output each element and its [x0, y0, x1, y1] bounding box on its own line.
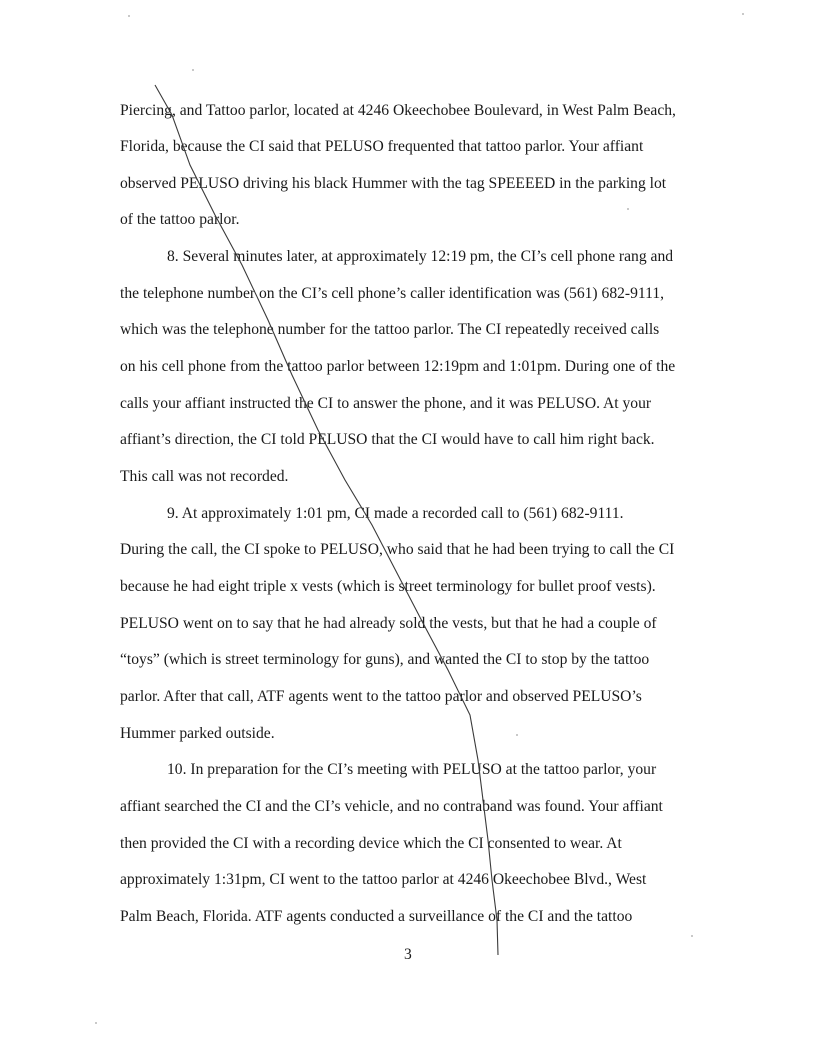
scan-speck — [192, 69, 194, 71]
body-line-16: “toys” (which is street terminology for guns), and wanted the CI to stop by the tattoo — [120, 651, 650, 668]
body-line-21: then provided the CI with a recording device which the CI consented to wear. At — [120, 835, 622, 852]
body-line-4: of the tattoo parlor. — [120, 211, 240, 228]
page-number: 3 — [404, 946, 412, 963]
body-line-17: parlor. After that call, ATF agents went to the tattoo parlor and observed PELUSO’s — [120, 688, 642, 705]
scan-speck — [95, 1022, 97, 1024]
body-line-11: This call was not recorded. — [120, 468, 289, 485]
body-line-10: affiant’s direction, the CI told PELUSO that the CI would have to call him right back. — [120, 431, 655, 448]
scan-speck — [128, 15, 130, 17]
body-line-18: Hummer parked outside. — [120, 725, 275, 742]
body-line-15: PELUSO went on to say that he had already sold the vests, but that he had a couple of — [120, 615, 657, 632]
body-line-14: because he had eight triple x vests (which is street terminology for bullet proof vests). — [120, 578, 656, 595]
body-line-8: on his cell phone from the tattoo parlor between 12:19pm and 1:01pm. During one of the — [120, 358, 676, 375]
body-line-20: affiant searched the CI and the CI’s vehicle, and no contraband was found. Your affiant — [120, 798, 663, 815]
paragraph-9-line-1: 9. At approximately 1:01 pm, CI made a recorded call to (561) 682-9111. — [167, 505, 624, 522]
scan-speck — [742, 13, 744, 15]
scan-speck — [516, 734, 518, 736]
paragraph-8-line-1: 8. Several minutes later, at approximately 12:19 pm, the CI’s cell phone rang and — [167, 248, 674, 265]
body-line-13: During the call, the CI spoke to PELUSO, who said that he had been trying to call the CI — [120, 541, 675, 558]
body-line-23: Palm Beach, Florida. ATF agents conducted a surveillance of the CI and the tattoo — [120, 908, 633, 925]
body-line-9: calls your affiant instructed the CI to answer the phone, and it was PELUSO. At your — [120, 395, 652, 412]
body-line-7: which was the telephone number for the tattoo parlor. The CI repeatedly received calls — [120, 321, 660, 338]
body-line-3: observed PELUSO driving his black Hummer with the tag SPEEEED in the parking lot — [120, 175, 667, 192]
scan-speck — [627, 208, 629, 210]
body-line-2: Florida, because the CI said that PELUSO frequented that tattoo parlor. Your affiant — [120, 138, 644, 155]
body-line-1: Piercing, and Tattoo parlor, located at 4246 Okeechobee Boulevard, in West Palm Beach, — [120, 102, 676, 119]
body-line-22: approximately 1:31pm, CI went to the tattoo parlor at 4246 Okeechobee Blvd., West — [120, 871, 647, 888]
scan-speck — [691, 935, 693, 937]
body-line-6: the telephone number on the CI’s cell phone’s caller identification was (561) 682-9111, — [120, 285, 665, 302]
paragraph-10-line-1: 10. In preparation for the CI’s meeting with PELUSO at the tattoo parlor, your — [167, 761, 657, 778]
